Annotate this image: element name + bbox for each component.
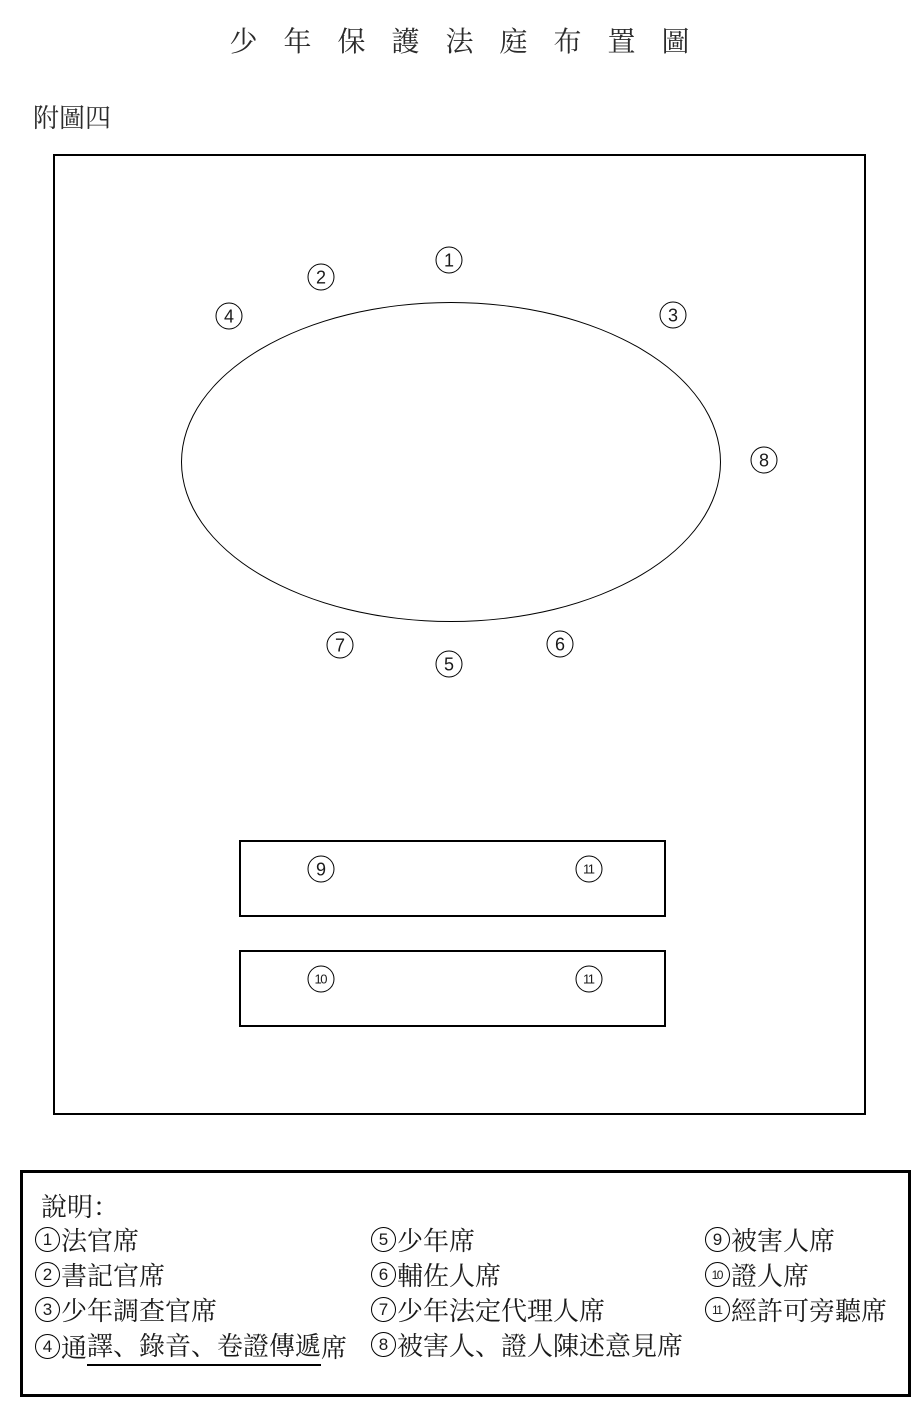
legend-item-9 [705,1221,835,1258]
seat-circle-10-witness: 10 [308,966,335,993]
legend-label-7: 少年法定代理人席 [397,1297,606,1326]
legend-item-11 [705,1291,887,1328]
legend-num-8-icon: 8 [371,1332,396,1357]
legend-label-11: 經許可旁聽席 [731,1297,888,1326]
legend-num-6-icon: 6 [371,1262,396,1287]
legend-label-4-underlined: 譯、錄音、卷證傳遞 [87,1326,321,1366]
bench-row-witness [239,950,666,1027]
legend-item-1 [35,1221,139,1258]
seat-circle-1-judge: 1 [436,247,463,274]
courtroom-round-table [181,302,721,622]
seat-circle-4-interpreter: 4 [216,303,243,330]
legend-num-7-icon: 7 [371,1297,396,1322]
legend-label-1: 法官席 [61,1227,140,1256]
legend-box [20,1170,911,1397]
seat-circle-5-juvenile: 5 [436,651,463,678]
seat-circle-11-observer-a: 11 [576,856,603,883]
legend-heading: 說明： [41,1193,120,1222]
legend-label-3: 少年調查官席 [61,1297,218,1326]
legend-num-11-icon: 11 [705,1297,730,1322]
courtroom-diagram-frame [53,154,866,1115]
legend-label-10: 證人席 [731,1262,810,1291]
legend-num-2-icon: 2 [35,1262,60,1287]
legend-item-8 [371,1326,683,1363]
legend-item-3 [35,1291,217,1328]
legend-item-7 [371,1291,605,1328]
legend-label-2: 書記官席 [61,1262,166,1291]
legend-item-10 [705,1256,809,1293]
page-title: 少年保護法庭布置圖 [229,27,716,58]
legend-num-1-icon: 1 [35,1227,60,1252]
legend-label-4-suffix: 席 [321,1333,348,1363]
legend-label-9: 被害人席 [731,1227,836,1256]
bench-row-victim [239,840,666,917]
legend-label-5: 少年席 [397,1227,476,1256]
legend-num-3-icon: 3 [35,1297,60,1322]
seat-circle-9-victim: 9 [308,856,335,883]
seat-circle-7-legal-representative: 7 [327,632,354,659]
legend-item-2 [35,1256,165,1293]
legend-num-9-icon: 9 [705,1227,730,1252]
legend-label-4-prefix: 通 [61,1333,88,1363]
seat-circle-8-victim-witness-statement: 8 [751,447,778,474]
legend-num-10-icon: 10 [705,1262,730,1287]
seat-circle-11-observer-b: 11 [576,966,603,993]
legend-label-6: 輔佐人席 [397,1262,502,1291]
figure-label: 附圖四 [33,104,112,133]
legend-item-5 [371,1221,475,1258]
seat-circle-6-assistant: 6 [547,631,574,658]
legend-label-8: 被害人、證人陳述意見席 [397,1332,684,1361]
legend-num-4-icon: 4 [35,1334,60,1359]
seat-circle-2-clerk: 2 [308,264,335,291]
seat-circle-3-investigator: 3 [660,302,687,329]
legend-item-4 [35,1326,347,1366]
legend-item-6 [371,1256,501,1293]
legend-num-5-icon: 5 [371,1227,396,1252]
